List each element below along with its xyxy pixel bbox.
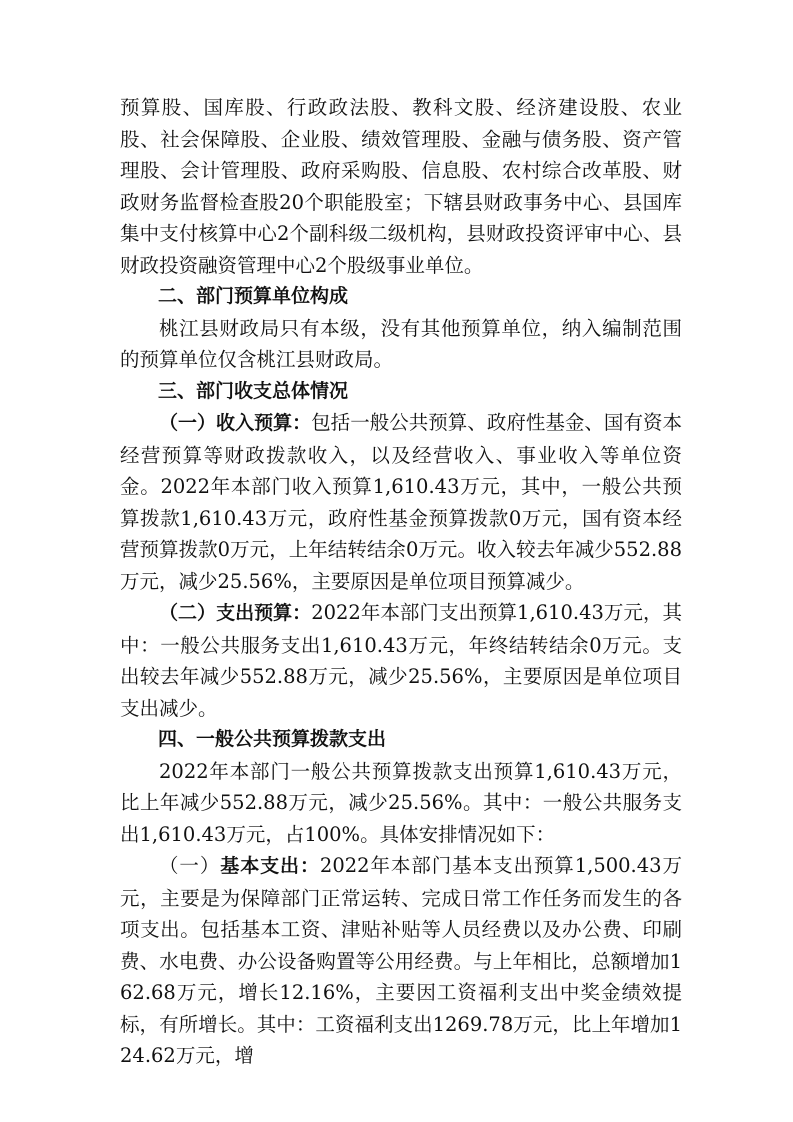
section-heading-2: 二、部门预算单位构成: [158, 285, 349, 307]
budget-units-paragraph: 桃江县财政局只有本级，没有其他预算单位，纳入编制范围的预算单位仅含桃江县财政局。: [120, 316, 682, 371]
basic-expense-paragraph: [120, 850, 682, 1072]
document-body: [120, 92, 682, 1072]
section-heading-4: 四、一般公共预算拨款支出: [158, 728, 387, 750]
expense-budget-text: 2022年本部门支出预算1,610.43万元，其中：一般公共服务支出1,610.43万元，年终结转结余0万元。支出较去年减少552.88万元，减少25.56%，主要原因是单位项目支出减少。: [120, 601, 682, 720]
expense-budget-label: （二）支出预算：: [159, 602, 312, 624]
basic-expense-prefix: （一）: [159, 854, 221, 877]
basic-expense-text: 2022年本部门基本支出预算1,500.43万元，主要是为保障部门正常运转、完成日常工作任务而发生的各项支出。包括基本工资、津贴补贴等人员经费以及办公费、印刷费、水电费、办公设备购置等公用经费。与上年相比，总额增加162.68万元，增长12.16%，主要因工资福利支出中奖金绩效提标，有所增长。其中：工资福利支出1269.78万元，比上年增加124.62万元，增: [120, 854, 682, 1067]
expense-budget-paragraph: [120, 597, 682, 724]
income-budget-paragraph: [120, 407, 682, 597]
section-heading-3: 三、部门收支总体情况: [158, 379, 349, 402]
income-budget-label: （一）收入预算：: [159, 412, 312, 434]
income-budget-text: 包括一般公共预算、政府性基金、国有资本经营预算等财政拨款收入，以及经营收入、事业收入等单位资金。2022年本部门收入预算1,610.43万元，其中，一般公共预算拨款1,610.43万元，政府性基金预算拨款0万元，国有资本经营预算拨款0万元，上年结转结余0万元。收入较去年减少552.88万元，减少25.56%，主要原因是单位项目预算减少。: [120, 411, 682, 593]
basic-expense-label: 基本支出：: [220, 855, 320, 877]
intro-paragraph: 预算股、国库股、行政政法股、教科文股、经济建设股、农业股、社会保障股、企业股、绩效管理股、金融与债务股、资产管理股、会计管理股、政府采购股、信息股、农村综合改革股、财政财务监督检查股20个职能股室；下辖县财政事务中心、县国库集中支付核算中心2个副科级二级机构，县财政投资评审中心、县财政投资融资管理中心2个股级事业单位。: [120, 96, 682, 277]
general-budget-paragraph: 2022年本部门一般公共预算拨款支出预算1,610.43万元，比上年减少552.88万元，减少25.56%。其中：一般公共服务支出1,610.43万元，占100%。具体安排情况如下：: [120, 759, 682, 846]
